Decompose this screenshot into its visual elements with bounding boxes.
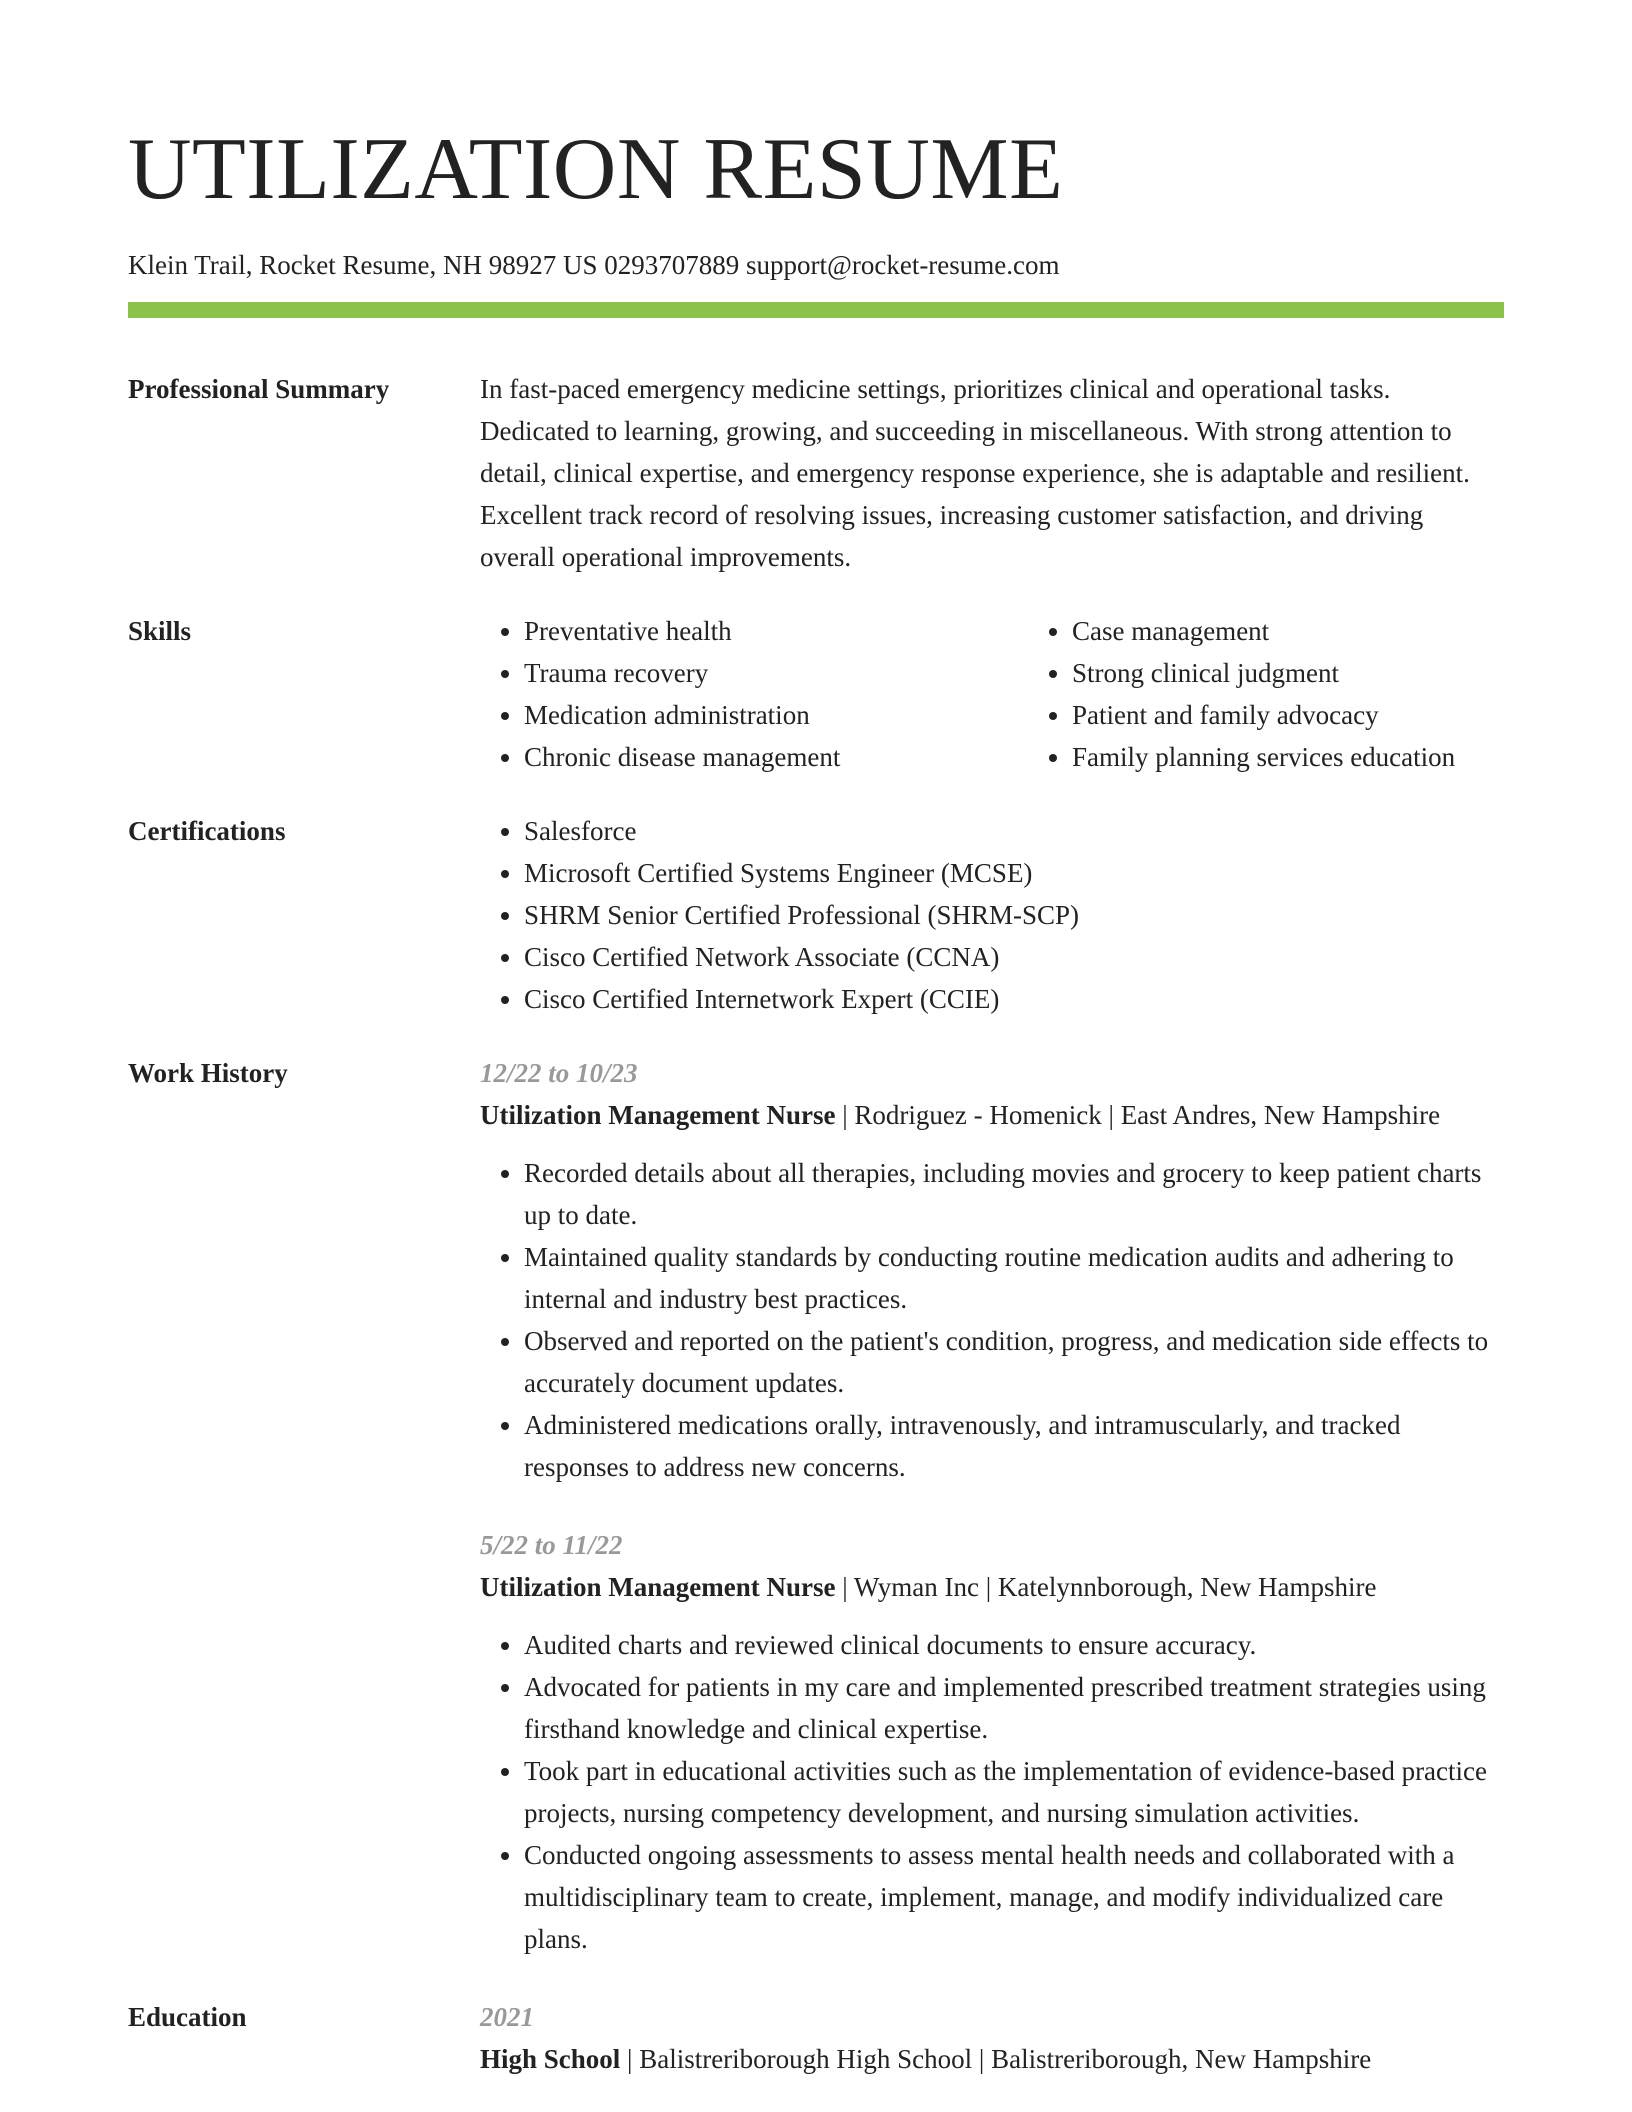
section-work-history: [128, 1052, 1504, 1960]
list-item: • Conducted ongoing assessments to assess mental health needs and collaborated with a multidisciplinary team to create, implement, manage, and modify individualized care plans.: [524, 1834, 1504, 1960]
certifications-body: [480, 810, 1504, 1020]
job-title-line: [480, 1566, 1504, 1608]
accent-divider: [128, 302, 1504, 318]
job-dates: 5/22 to 11/22: [480, 1530, 623, 1560]
section-professional-summary: [128, 368, 1504, 578]
list-item: • Patient and family advocacy: [1072, 694, 1576, 736]
list-item: • Audited charts and reviewed clinical documents to ensure accuracy.: [524, 1624, 1504, 1666]
job-details: | Rodriguez - Homenick | East Andres, New Hampshire: [835, 1100, 1441, 1130]
job-dates: 12/22 to 10/23: [480, 1058, 638, 1088]
skills-grid: [480, 610, 1576, 778]
list-item: • Strong clinical judgment: [1072, 652, 1576, 694]
list-item: • Recorded details about all therapies, including movies and grocery to keep patient charts up to date.: [524, 1152, 1504, 1236]
list-item: • Case management: [1072, 610, 1576, 652]
section-label: Skills: [128, 616, 192, 646]
resume-title: UTILIZATION RESUME: [128, 121, 1064, 218]
section-label: Work History: [128, 1058, 288, 1088]
education-degree: High School: [480, 2044, 621, 2074]
job-role: Utilization Management Nurse: [480, 1572, 836, 1602]
education-year: 2021: [480, 2002, 534, 2032]
job-role: Utilization Management Nurse: [480, 1100, 836, 1130]
job-title-line: [480, 1094, 1504, 1136]
list-item: • Microsoft Certified Systems Engineer (MCSE): [524, 852, 1504, 894]
section-label: Professional Summary: [128, 374, 390, 404]
certifications-list: [480, 810, 1504, 1020]
list-item: • Medication administration: [524, 694, 1028, 736]
contact-line: Klein Trail, Rocket Resume, NH 98927 US 0293707889 support@rocket-resume.com: [128, 250, 1060, 280]
list-item: • Preventative health: [524, 610, 1028, 652]
section-skills: [128, 610, 1504, 778]
work-history-body: [480, 1052, 1504, 1960]
list-item: • Salesforce: [524, 810, 1504, 852]
list-item: • Administered medications orally, intravenously, and intramuscularly, and tracked responses to address new concerns.: [524, 1404, 1504, 1488]
list-item: • Cisco Certified Network Associate (CCNA): [524, 936, 1504, 978]
list-item: • Maintained quality standards by conducting routine medication audits and adhering to internal and industry best practices.: [524, 1236, 1504, 1320]
list-item: • Cisco Certified Internetwork Expert (CCIE): [524, 978, 1504, 1020]
list-item: • Trauma recovery: [524, 652, 1028, 694]
section-education: [128, 1996, 1504, 2080]
list-item: • Observed and reported on the patient's condition, progress, and medication side effects to accurately document updates.: [524, 1320, 1504, 1404]
job-bullets: [480, 1624, 1504, 1960]
job-details: | Wyman Inc | Katelynnborough, New Hampshire: [835, 1572, 1377, 1602]
list-item: • Family planning services education: [1072, 736, 1576, 778]
section-label: Education: [128, 2002, 247, 2032]
list-item: • Advocated for patients in my care and implemented prescribed treatment strategies using firsthand knowledge and clinical expertise.: [524, 1666, 1504, 1750]
skills-list-right: [1028, 610, 1576, 778]
list-item: • SHRM Senior Certified Professional (SHRM-SCP): [524, 894, 1504, 936]
job-entry: [480, 1524, 1504, 1960]
education-details: | Balistreriborough High School | Balistreriborough, New Hampshire: [620, 2044, 1372, 2074]
list-item: • Chronic disease management: [524, 736, 1028, 778]
education-line: [480, 2038, 1504, 2080]
summary-text: In fast-paced emergency medicine settings, prioritizes clinical and operational tasks. Dedicated to learning, growing, and succeeding in miscellaneous. With strong attention to detail, clinical expertise, and emergency response experience, she is adaptable and resilient. Excellent track record of resolving issues, increasing customer satisfaction, and driving overall operational improvements.: [480, 374, 1470, 572]
list-item: • Took part in educational activities such as the implementation of evidence-based practice projects, nursing competency development, and nursing simulation activities.: [524, 1750, 1504, 1834]
skills-list-left: [480, 610, 1028, 778]
section-certifications: [128, 810, 1504, 1020]
section-label: Certifications: [128, 816, 286, 846]
education-body: [480, 1996, 1504, 2080]
job-entry: [480, 1052, 1504, 1488]
job-bullets: [480, 1152, 1504, 1488]
